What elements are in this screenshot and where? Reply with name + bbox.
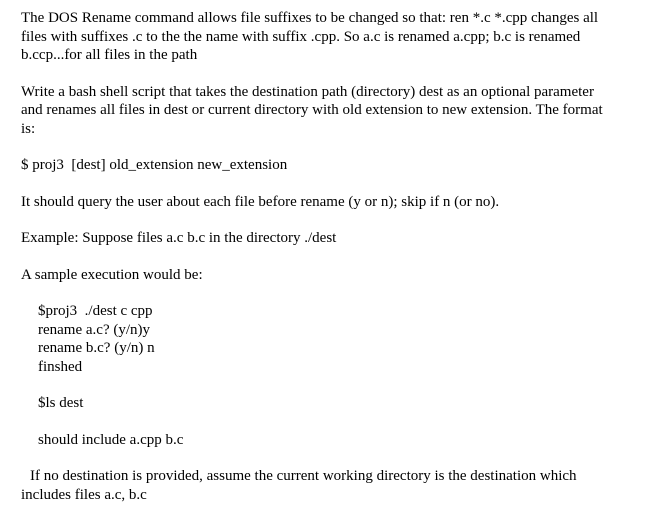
document-body <box>21 9 649 522</box>
session-line-3: rename b.c? (y/n) n <box>38 340 155 356</box>
usage-line <box>21 156 649 175</box>
intro-line-3: b.ccp...for all files in the path <box>21 47 198 63</box>
should-include-text: should include a.cpp b.c <box>38 431 184 448</box>
final-note-line-2: includes files a.c, b.c <box>21 486 147 503</box>
final-note <box>21 467 649 504</box>
sample-intro-text: A sample execution would be: <box>21 266 203 283</box>
task-line-1: Write a bash shell script that takes the destination path (directory) dest as an optional parameter <box>21 83 594 100</box>
should-include <box>21 431 649 450</box>
intro-line-1: The DOS Rename command allows file suffixes to be changed so that: ren *.c *.cpp changes all <box>21 10 599 26</box>
sample-session <box>21 302 649 376</box>
session-line-4: finshed <box>38 358 83 375</box>
session-line-2: rename a.c? (y/n)y <box>38 321 151 338</box>
query-note-text: It should query the user about each file before rename (y or n); skip if n (or no). <box>21 193 500 210</box>
example-line <box>21 229 649 248</box>
ls-command-text: $ls dest <box>38 395 84 411</box>
intro-line-2: files with suffixes .c to the the name with suffix .cpp. So a.c is renamed a.cpp; b.c is renamed <box>21 28 581 45</box>
session-line-1: $proj3 ./dest c cpp <box>38 303 153 319</box>
task-paragraph <box>21 83 649 139</box>
task-line-2: and renames all files in dest or current directory with old extension to new extension. The format <box>21 102 603 118</box>
usage-text: $ proj3 [dest] old_extension new_extension <box>21 157 288 173</box>
intro-paragraph <box>21 9 649 65</box>
sample-intro <box>21 266 649 285</box>
task-line-3: is: <box>21 120 36 137</box>
example-text: Example: Suppose files a.c b.c in the directory ./dest <box>21 230 337 246</box>
final-note-line-1: If no destination is provided, assume the current working directory is the destination which <box>30 468 577 484</box>
query-note <box>21 193 649 212</box>
ls-command <box>21 394 649 413</box>
